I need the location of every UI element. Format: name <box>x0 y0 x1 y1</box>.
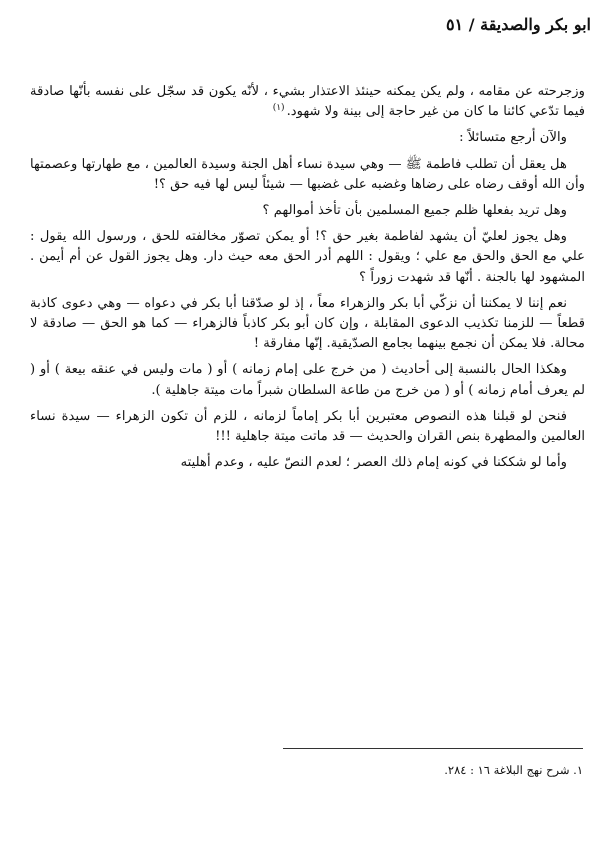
paragraph-6: نعم إننا لا يمكننا أن نزكّي أبا بكر والزهراء معاً ، إذ لو صدّقنا أبا بكر في دعواه — وهي دعوى كاذبة قطعاً — للزمنا تكذيب الدعوى المقابلة ، وإن كان أبو بكر كاذباً فالزهراء — كما هو الحق — صادقة لا محالة. فلا يمكن أن نجمع بينهما بجامع الصدّيقية. إنّها مفارقة ! <box>30 295 585 352</box>
paragraph-9: وأما لو شككنا في كونه إمام ذلك العصر ؛ لعدم النصّ عليه ، وعدم أهليته <box>180 455 567 471</box>
paragraph-5: وهل يجوز لعليّ أن يشهد لفاطمة بغير حق ؟! أو يمكن تصوّر مخالفته للحق ، ورسول الله يقول : علي مع الحق والحق مع علي ؛ ويقول : اللهم أدر الحق معه حيث دار. وهل يجوز القول عن أم أيمن . المشهود لها بالجنة . أنّها قد شهدت زوراً ؟ <box>30 229 585 285</box>
running-header: ابو بكر والصديقة / ٥١ <box>445 15 591 34</box>
paragraph-7: وهكذا الحال بالنسبة إلى أحاديث ( من خرج على إمام زمانه ) أو ( مات وليس في عنقه بيعة ) أو ( لم يعرف أمام زمانه ) أو ( من خرج من طاعة السلطان شبراً مات ميتة جاهلية ). <box>30 362 585 398</box>
body-text <box>30 82 585 479</box>
paragraph-3: هل يعقل أن تطلب فاطمة ﷺ — وهي سيدة نساء أهل الجنة وسيدة العالمين ، مع طهارتها وعصمتها وأن الله أوقف رضاه على رضاها وغضبه على غضبها — شيئاً ليس لها فيه حق ؟! <box>30 156 585 192</box>
paragraph-1-text: وزجرحته عن مقامه ، ولم يكن يمكنه حينئذ الاعتذار بشيء ، لأنّه يكون قد سجّل على نفسه بأنّها صادقة فيما تدّعي كائنا ما كان من غير حاجة إلى بينة ولا شهود. <box>30 84 585 120</box>
paragraph-8: فنحن لو قبلنا هذه النصوص معتبرين أبا بكر إماماً لزمانه ، للزم أن تكون الزهراء — سيدة نساء العالمين والمطهرة بنص القران والحديث — قد ماتت ميتة جاهلية !!! <box>30 408 585 445</box>
footnote: ١. شرح نهج البلاغة ١٦ : ٢٨٤. <box>444 763 583 777</box>
footnote-marker[interactable]: (١) <box>272 102 285 113</box>
footnote-separator <box>283 748 583 749</box>
paragraph-1 <box>30 82 585 122</box>
paragraph-2: والآن أرجع متسائلاً : <box>459 130 567 146</box>
paragraph-4: وهل تريد بفعلها ظلم جميع المسلمين بأن تأخذ أموالهم ؟ <box>262 203 567 219</box>
